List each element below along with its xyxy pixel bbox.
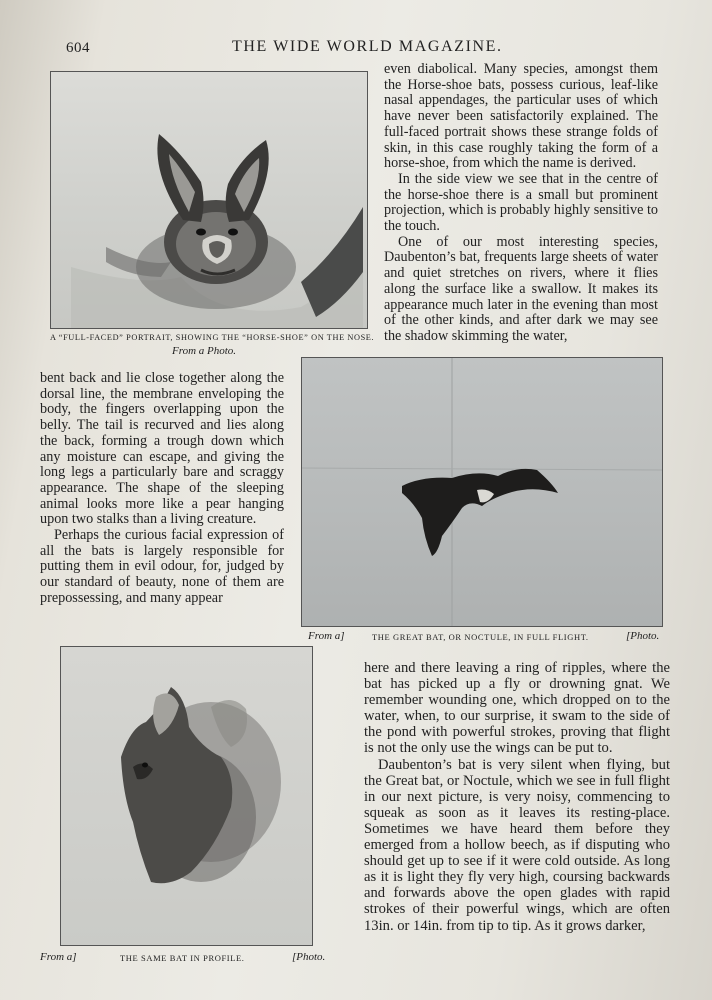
caption-full-faced: A “FULL-FACED” PORTRAIT, SHOWING THE “HORSE-SHOE” ON THE NOSE.: [50, 333, 375, 342]
page-number: 604: [66, 40, 90, 56]
magazine-title: THE WIDE WORLD MAGAZINE.: [232, 38, 503, 55]
caption-great-bat: [308, 630, 660, 642]
text-column-bottom-right: here and there leaving a ring of ripples, where the bat has picked up a fly or drowning gnat. We remember wounding one, which dropped on to the water, when, to our surprise, it swam to the side of the pond with powerful strokes, proving that flight is not the only use the wings can be put to. Daubenton’s bat is very silent when flying, but the Great bat, or Noctule, which we see in full flight in our next picture, is very noisy, commencing to squeak as soon as it leaves its resting-place. Sometimes we have heard them before they emerged from a hollow beech, as if disputing who should get up to see if it were cold outside. As long as it is light they fly very high, coursing backwards and forwards above the open glades with rapid strokes of their powerful wings, which are often 13in. or 14in. from tip to tip. As it grows darker,: [364, 660, 670, 934]
caption-great-bat-text: THE GREAT BAT, OR NOCTULE, IN FULL FLIGHT.: [372, 632, 589, 642]
caption-great-bat-from: From a]: [308, 630, 345, 642]
photo-great-bat-flight: [301, 357, 663, 627]
caption-great-bat-credit: [Photo.: [626, 630, 660, 642]
bat-profile-illustration: [61, 647, 312, 945]
caption-profile-text: THE SAME BAT IN PROFILE.: [120, 953, 245, 963]
caption-profile-credit: [Photo.: [292, 951, 326, 963]
photo-full-faced-bat: [50, 71, 368, 329]
bat-face-illustration: [51, 72, 367, 328]
photo-bat-profile: [60, 646, 313, 946]
caption-full-faced-credit: From a Photo.: [172, 345, 237, 357]
flying-bat-illustration: [302, 358, 662, 626]
text-column-top-right: even diabolical. Many species, amongst them the Horse-shoe bats, possess curious, leaf-like nasal appendages, the particular uses of which have never been satisfactorily explained. The full-faced portrait shows these strange folds of skin, in this case roughly taking the form of a horse-shoe, from which the name is derived. In the side view we see that in the centre of the horse-shoe there is a small but prominent projection, which is probably highly sensitive to the touch. One of our most interesting species, Daubenton’s bat, frequents large sheets of water and quiet stretches on rivers, where it flies along the surface like a swallow. It makes its appearance much later in the evening than most of the other kinds, and after dark we may see the shadow skimming the water,: [384, 61, 658, 344]
caption-profile: [40, 951, 330, 963]
caption-profile-from: From a]: [40, 951, 77, 963]
text-column-middle-left: bent back and lie close together along the dorsal line, the membrane enveloping the body, the fingers overlapping upon the belly. The tail is recurved and lies along the back, forming a trough down which any moisture can escape, and giving the long legs a particularly bare and scraggy appearance. The shape of the sleeping animal looks more like a pear hanging upon two stalks than a living creature. Perhaps the curious facial expression of all the bats is largely responsible for putting them in evil odour, for, judged by our standard of beauty, none of them are prepossessing, and many appear: [40, 370, 284, 606]
